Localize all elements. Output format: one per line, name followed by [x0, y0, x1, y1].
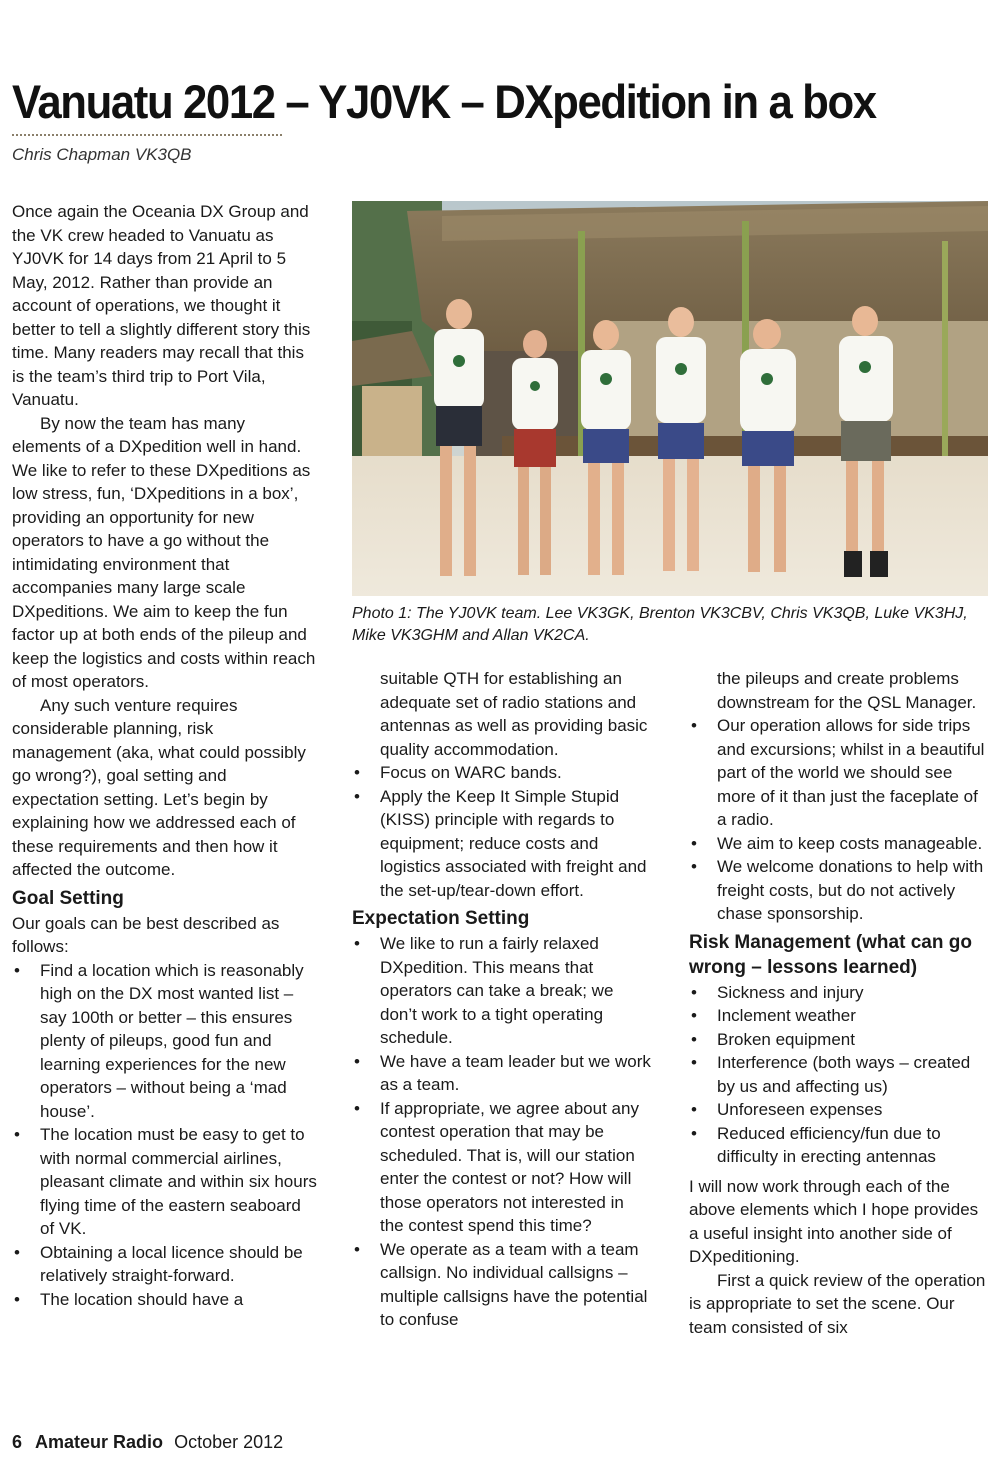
expectation-list — [352, 932, 652, 1332]
list-item: • The location should have a — [12, 1288, 317, 1312]
paragraph: Any such venture requires considerable planning, risk management (aka, what could possibly go wrong?), goal setting and expectation setting. Let’s begin by explaining how we addressed each of these requirements and then how it affected the outcome. — [12, 695, 306, 879]
list-item: • Focus on WARC bands. — [352, 761, 652, 785]
column-2 — [352, 667, 652, 1332]
list-item: • Interference (both ways – created by us and affecting us) — [689, 1051, 989, 1098]
list-item: • Reduced efficiency/fun due to difficulty in erecting antennas — [689, 1122, 989, 1169]
list-item: • Find a location which is reasonably high on the DX most wanted list – say 100th or better – this ensures plenty of pileups, good fun and learning experiences for the new operators – without being a ‘mad house’. — [12, 959, 317, 1124]
bullet-list — [689, 714, 989, 926]
list-item: • Broken equipment — [689, 1028, 989, 1052]
section-heading-goal-setting: Goal Setting — [12, 887, 124, 909]
list-item: • We operate as a team with a team callsign. No individual callsigns – multiple callsigns have the potential to confuse — [352, 1238, 652, 1332]
list-item: • We have a team leader but we work as a team. — [352, 1050, 652, 1097]
magazine-name: Amateur Radio — [35, 1432, 164, 1452]
paragraph: the pileups and create problems downstream for the QSL Manager. — [717, 669, 977, 712]
list-item: • We welcome donations to help with freight costs, but do not actively chase sponsorship. — [689, 855, 989, 926]
issue-date: October 2012 — [174, 1432, 284, 1452]
paragraph: By now the team has many elements of a DXpedition well in hand. We like to refer to these DXpeditions as low stress, fun, ‘DXpeditions in a box’, providing an opportunity for new operators to have a go without the intimidating environment that accompanies many large scale DXpeditions. We aim to keep the fun factor up at both ends of the pileup and keep the logistics and costs within reach of most operators. — [12, 413, 316, 691]
paragraph: I will now work through each of the above elements which I hope provides a useful insight into another side of DXpeditioning. — [689, 1176, 979, 1266]
section-heading-expectation-setting: Expectation Setting — [352, 908, 530, 929]
goal-list — [12, 959, 317, 1312]
list-item: • If appropriate, we agree about any contest operation that may be scheduled. That is, will our station enter the contest or not? How will those operators not interested in the contest spend this time? — [352, 1097, 652, 1238]
list-item: • Obtaining a local licence should be relatively straight-forward. — [12, 1241, 317, 1288]
list-item: • Apply the Keep It Simple Stupid (KISS) principle with regards to equipment; reduce costs and logistics associated with freight and the set-up/tear-down effort. — [352, 785, 652, 903]
column-3 — [689, 667, 989, 1339]
list-item: • We aim to keep costs manageable. — [689, 832, 989, 856]
list-item: • We like to run a fairly relaxed DXpedition. This means that operators can take a break; we don’t work to a tight operating schedule. — [352, 932, 652, 1050]
list-item: • Unforeseen expenses — [689, 1098, 989, 1122]
page-footer — [12, 1432, 283, 1453]
team-photo — [352, 201, 988, 596]
paragraph: First a quick review of the operation is appropriate to set the scene. Our team consisted of six — [689, 1270, 986, 1337]
page-number: 6 — [12, 1432, 23, 1452]
title-divider — [12, 134, 282, 136]
list-item: • The location must be easy to get to with normal commercial airlines, pleasant climate and within six hours flying time of the eastern seaboard of VK. — [12, 1123, 317, 1241]
paragraph: Once again the Oceania DX Group and the VK crew headed to Vanuatu as YJ0VK for 14 days from 21 April to 5 May, 2012. Rather than provide an account of operations, we thought it better to tell a slightly different story this time. Many readers may recall that this is the team’s third trip to Port Vila, Vanuatu. — [12, 202, 311, 409]
paragraph: suitable QTH for establishing an adequate set of radio stations and antennas as well as providing basic quality accommodation. — [380, 669, 648, 759]
byline: Chris Chapman VK3QB — [12, 145, 192, 164]
paragraph: Our goals can be best described as follows: — [12, 913, 280, 956]
list-item: • Our operation allows for side trips and excursions; whilst in a beautiful part of the world we should see more of it than just the faceplate of a radio. — [689, 714, 989, 832]
article-title: Vanuatu 2012 – YJ0VK – DXpedition in a box — [12, 75, 876, 128]
column-1 — [12, 200, 317, 1311]
risk-list — [689, 981, 989, 1169]
bullet-list — [352, 761, 652, 902]
list-item: • Inclement weather — [689, 1004, 989, 1028]
section-heading-risk-management: Risk Management (what can go wrong – lessons learned) — [689, 931, 972, 978]
photo-caption: Photo 1: The YJ0VK team. Lee VK3GK, Brenton VK3CBV, Chris VK3QB, Luke VK3HJ, Mike VK3GHM and Allan VK2CA. — [352, 605, 968, 644]
list-item: • Sickness and injury — [689, 981, 989, 1005]
